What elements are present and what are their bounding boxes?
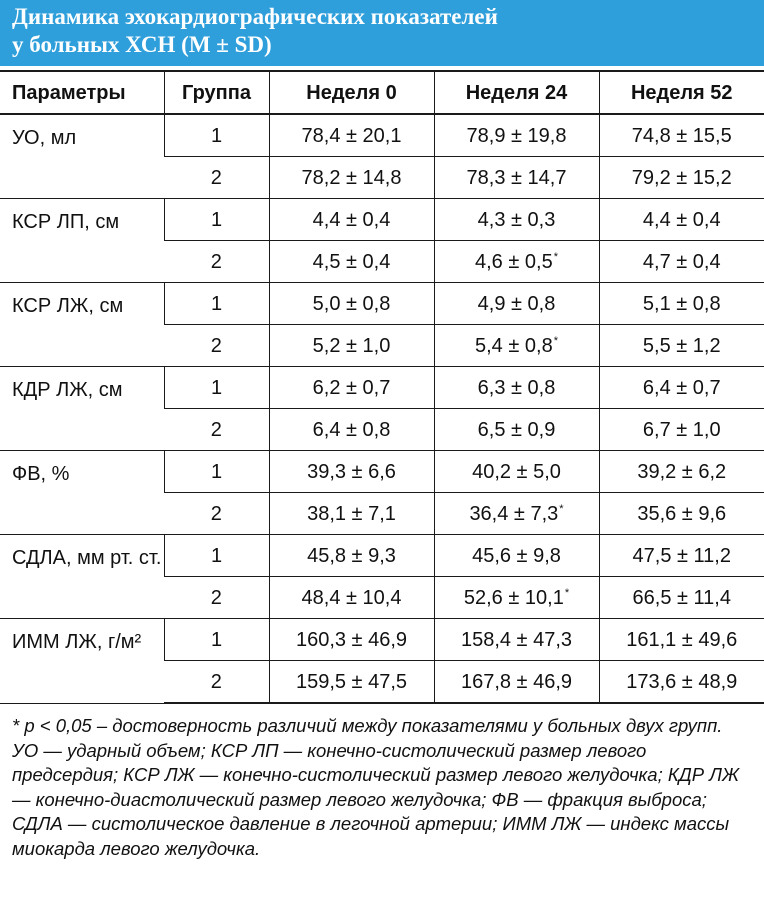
group-cell-text: 2 — [210, 670, 222, 693]
group-cell-text: 1 — [210, 376, 223, 399]
week-52-value — [599, 409, 764, 451]
parameter-name: ФВ, % — [0, 451, 164, 535]
week-0-value-text: 5,2 ± 1,0 — [312, 334, 391, 357]
week-24-value — [434, 157, 599, 199]
week-24-value — [434, 535, 599, 577]
week-24-value — [434, 451, 599, 493]
week-52-value — [599, 577, 764, 619]
week-52-value-text: 5,5 ± 1,2 — [642, 334, 721, 357]
table-row — [0, 367, 764, 409]
footnotes — [12, 714, 757, 861]
echocardiography-table — [0, 70, 764, 704]
week-0-value-text: 4,5 ± 0,4 — [312, 250, 391, 273]
week-24-value — [434, 114, 599, 157]
week-0-value-text: 5,0 ± 0,8 — [312, 292, 391, 315]
table-row — [0, 283, 764, 325]
group-cell-text: 1 — [210, 292, 223, 315]
week-52-value-text: 66,5 ± 11,4 — [632, 586, 731, 609]
week-24-value-text: 52,6 ± 10,1 — [463, 586, 564, 609]
header-week-52: Неделя 52 — [599, 71, 764, 114]
week-0-value-text: 45,8 ± 9,3 — [307, 544, 396, 567]
parameter-name: КДР ЛЖ, см — [0, 367, 164, 451]
week-0-value — [269, 535, 434, 577]
table-title-line-2: у больных ХСН (М ± SD) — [12, 32, 272, 57]
week-0-value — [269, 577, 434, 619]
group-cell — [164, 451, 269, 493]
week-52-value-text: 35,6 ± 9,6 — [637, 502, 727, 525]
week-24-value-text: 45,6 ± 9,8 — [472, 544, 561, 567]
header-week-24: Неделя 24 — [434, 71, 599, 114]
week-24-value-text: 4,6 ± 0,5 — [475, 250, 553, 273]
week-0-value — [269, 157, 434, 199]
group-cell — [164, 661, 269, 704]
week-0-value-text: 39,3 ± 6,6 — [307, 460, 396, 483]
week-24-value — [434, 199, 599, 241]
significance-marker: * — [564, 586, 570, 599]
table-row — [0, 619, 764, 661]
week-24-value-text: 78,3 ± 14,7 — [466, 166, 567, 189]
table-title-line-1: Динамика эхокардиографических показателей — [12, 4, 498, 29]
week-52-value-text: 173,6 ± 48,9 — [626, 670, 738, 693]
week-52-value-text: 6,7 ± 1,0 — [642, 418, 721, 441]
table-body — [0, 114, 764, 703]
group-cell-text: 1 — [210, 460, 223, 483]
parameter-name: СДЛА, мм рт. ст. — [0, 535, 164, 619]
group-cell-text: 2 — [210, 502, 222, 525]
table-row — [0, 199, 764, 241]
parameter-name: УО, мл — [0, 114, 164, 199]
week-52-value — [599, 367, 764, 409]
group-cell-text: 1 — [210, 544, 223, 567]
week-52-value-text: 6,4 ± 0,7 — [642, 376, 721, 399]
week-24-value-text: 158,4 ± 47,3 — [460, 628, 573, 651]
week-0-value-text: 6,2 ± 0,7 — [312, 376, 391, 399]
table-row — [0, 114, 764, 157]
significance-marker: * — [559, 502, 564, 515]
week-24-value — [434, 325, 599, 367]
header-week-0: Неделя 0 — [269, 71, 434, 114]
parameter-name: КСР ЛП, см — [0, 199, 164, 283]
week-0-value — [269, 283, 434, 325]
significance-marker: * — [553, 250, 558, 263]
header-parameters: Параметры — [0, 71, 164, 114]
footnote-abbreviations: УО — ударный объем; КСР ЛП — конечно-систолический размер левого предсердия; КСР ЛЖ — конечно-систолический размер левого желудочка; КДР ЛЖ — конечно-диастолический размер левого желудочка; ФВ — фракция выброса; СДЛА — систолическое давление в легочной артерии; ИММ ЛЖ — индекс массы миокарда левого желудочка. — [12, 739, 739, 859]
week-24-value — [434, 409, 599, 451]
group-cell — [164, 114, 269, 157]
group-cell — [164, 241, 269, 283]
week-52-value — [599, 199, 764, 241]
group-cell — [164, 493, 269, 535]
week-0-value-text: 38,1 ± 7,1 — [307, 502, 396, 525]
group-cell — [164, 409, 269, 451]
group-cell — [164, 199, 269, 241]
week-0-value-text: 160,3 ± 46,9 — [295, 628, 408, 651]
week-24-value-text: 6,3 ± 0,8 — [477, 376, 556, 399]
week-52-value-text: 4,7 ± 0,4 — [642, 250, 721, 273]
week-52-value — [599, 493, 764, 535]
week-0-value — [269, 661, 434, 704]
parameter-name: ИММ ЛЖ, г/м² — [0, 619, 164, 704]
week-0-value-text: 159,5 ± 47,5 — [295, 670, 408, 693]
week-52-value-text: 161,1 ± 49,6 — [626, 628, 738, 651]
week-0-value — [269, 493, 434, 535]
week-52-value — [599, 241, 764, 283]
week-52-value — [599, 451, 764, 493]
week-0-value — [269, 367, 434, 409]
week-0-value — [269, 619, 434, 661]
week-0-value — [269, 451, 434, 493]
group-cell — [164, 535, 269, 577]
week-24-value-text: 4,9 ± 0,8 — [477, 292, 556, 315]
group-cell-text: 2 — [210, 586, 222, 609]
group-cell — [164, 619, 269, 661]
week-0-value — [269, 114, 434, 157]
week-52-value-text: 39,2 ± 6,2 — [637, 460, 727, 483]
week-0-value — [269, 241, 434, 283]
week-52-value — [599, 661, 764, 704]
group-cell — [164, 577, 269, 619]
parameter-name: КСР ЛЖ, см — [0, 283, 164, 367]
footnote-significance: * р < 0,05 – достоверность различий между показателями у больных двух групп. — [12, 715, 723, 736]
week-24-value-text: 4,3 ± 0,3 — [477, 208, 556, 231]
week-24-value-text: 5,4 ± 0,8 — [475, 334, 553, 357]
week-0-value-text: 6,4 ± 0,8 — [312, 418, 391, 441]
week-52-value-text: 79,2 ± 15,2 — [631, 166, 732, 189]
week-24-value-text: 167,8 ± 46,9 — [460, 670, 573, 693]
week-0-value-text: 48,4 ± 10,4 — [301, 586, 402, 609]
week-52-value-text: 47,5 ± 11,2 — [632, 544, 731, 567]
week-0-value-text: 4,4 ± 0,4 — [312, 208, 391, 231]
table-row — [0, 535, 764, 577]
group-cell-text: 2 — [210, 250, 222, 273]
week-52-value — [599, 283, 764, 325]
significance-marker: * — [553, 334, 558, 347]
week-52-value — [599, 325, 764, 367]
group-cell-text: 2 — [210, 334, 222, 357]
week-52-value — [599, 114, 764, 157]
week-0-value — [269, 409, 434, 451]
week-24-value — [434, 241, 599, 283]
week-52-value-text: 74,8 ± 15,5 — [631, 124, 732, 147]
week-52-value — [599, 619, 764, 661]
group-cell — [164, 367, 269, 409]
week-24-value — [434, 493, 599, 535]
table-header-row — [0, 71, 764, 114]
week-24-value-text: 40,2 ± 5,0 — [472, 460, 561, 483]
group-cell-text: 2 — [210, 418, 222, 441]
week-24-value — [434, 661, 599, 704]
group-cell-text: 1 — [210, 628, 223, 651]
group-cell — [164, 325, 269, 367]
group-cell-text: 1 — [210, 208, 223, 231]
week-24-value — [434, 283, 599, 325]
week-24-value-text: 6,5 ± 0,9 — [477, 418, 556, 441]
week-24-value-text: 36,4 ± 7,3 — [469, 502, 559, 525]
week-52-value — [599, 535, 764, 577]
group-cell — [164, 157, 269, 199]
week-24-value — [434, 367, 599, 409]
week-0-value-text: 78,2 ± 14,8 — [301, 166, 402, 189]
week-0-value — [269, 199, 434, 241]
week-52-value — [599, 157, 764, 199]
week-0-value — [269, 325, 434, 367]
week-24-value — [434, 577, 599, 619]
table-row — [0, 451, 764, 493]
week-52-value-text: 5,1 ± 0,8 — [642, 292, 721, 315]
table-title — [0, 0, 764, 66]
week-52-value-text: 4,4 ± 0,4 — [642, 208, 721, 231]
group-cell — [164, 283, 269, 325]
week-24-value-text: 78,9 ± 19,8 — [466, 124, 567, 147]
group-cell-text: 1 — [210, 124, 223, 147]
header-group: Группа — [164, 71, 269, 114]
week-24-value — [434, 619, 599, 661]
week-0-value-text: 78,4 ± 20,1 — [301, 124, 402, 147]
group-cell-text: 2 — [210, 166, 222, 189]
